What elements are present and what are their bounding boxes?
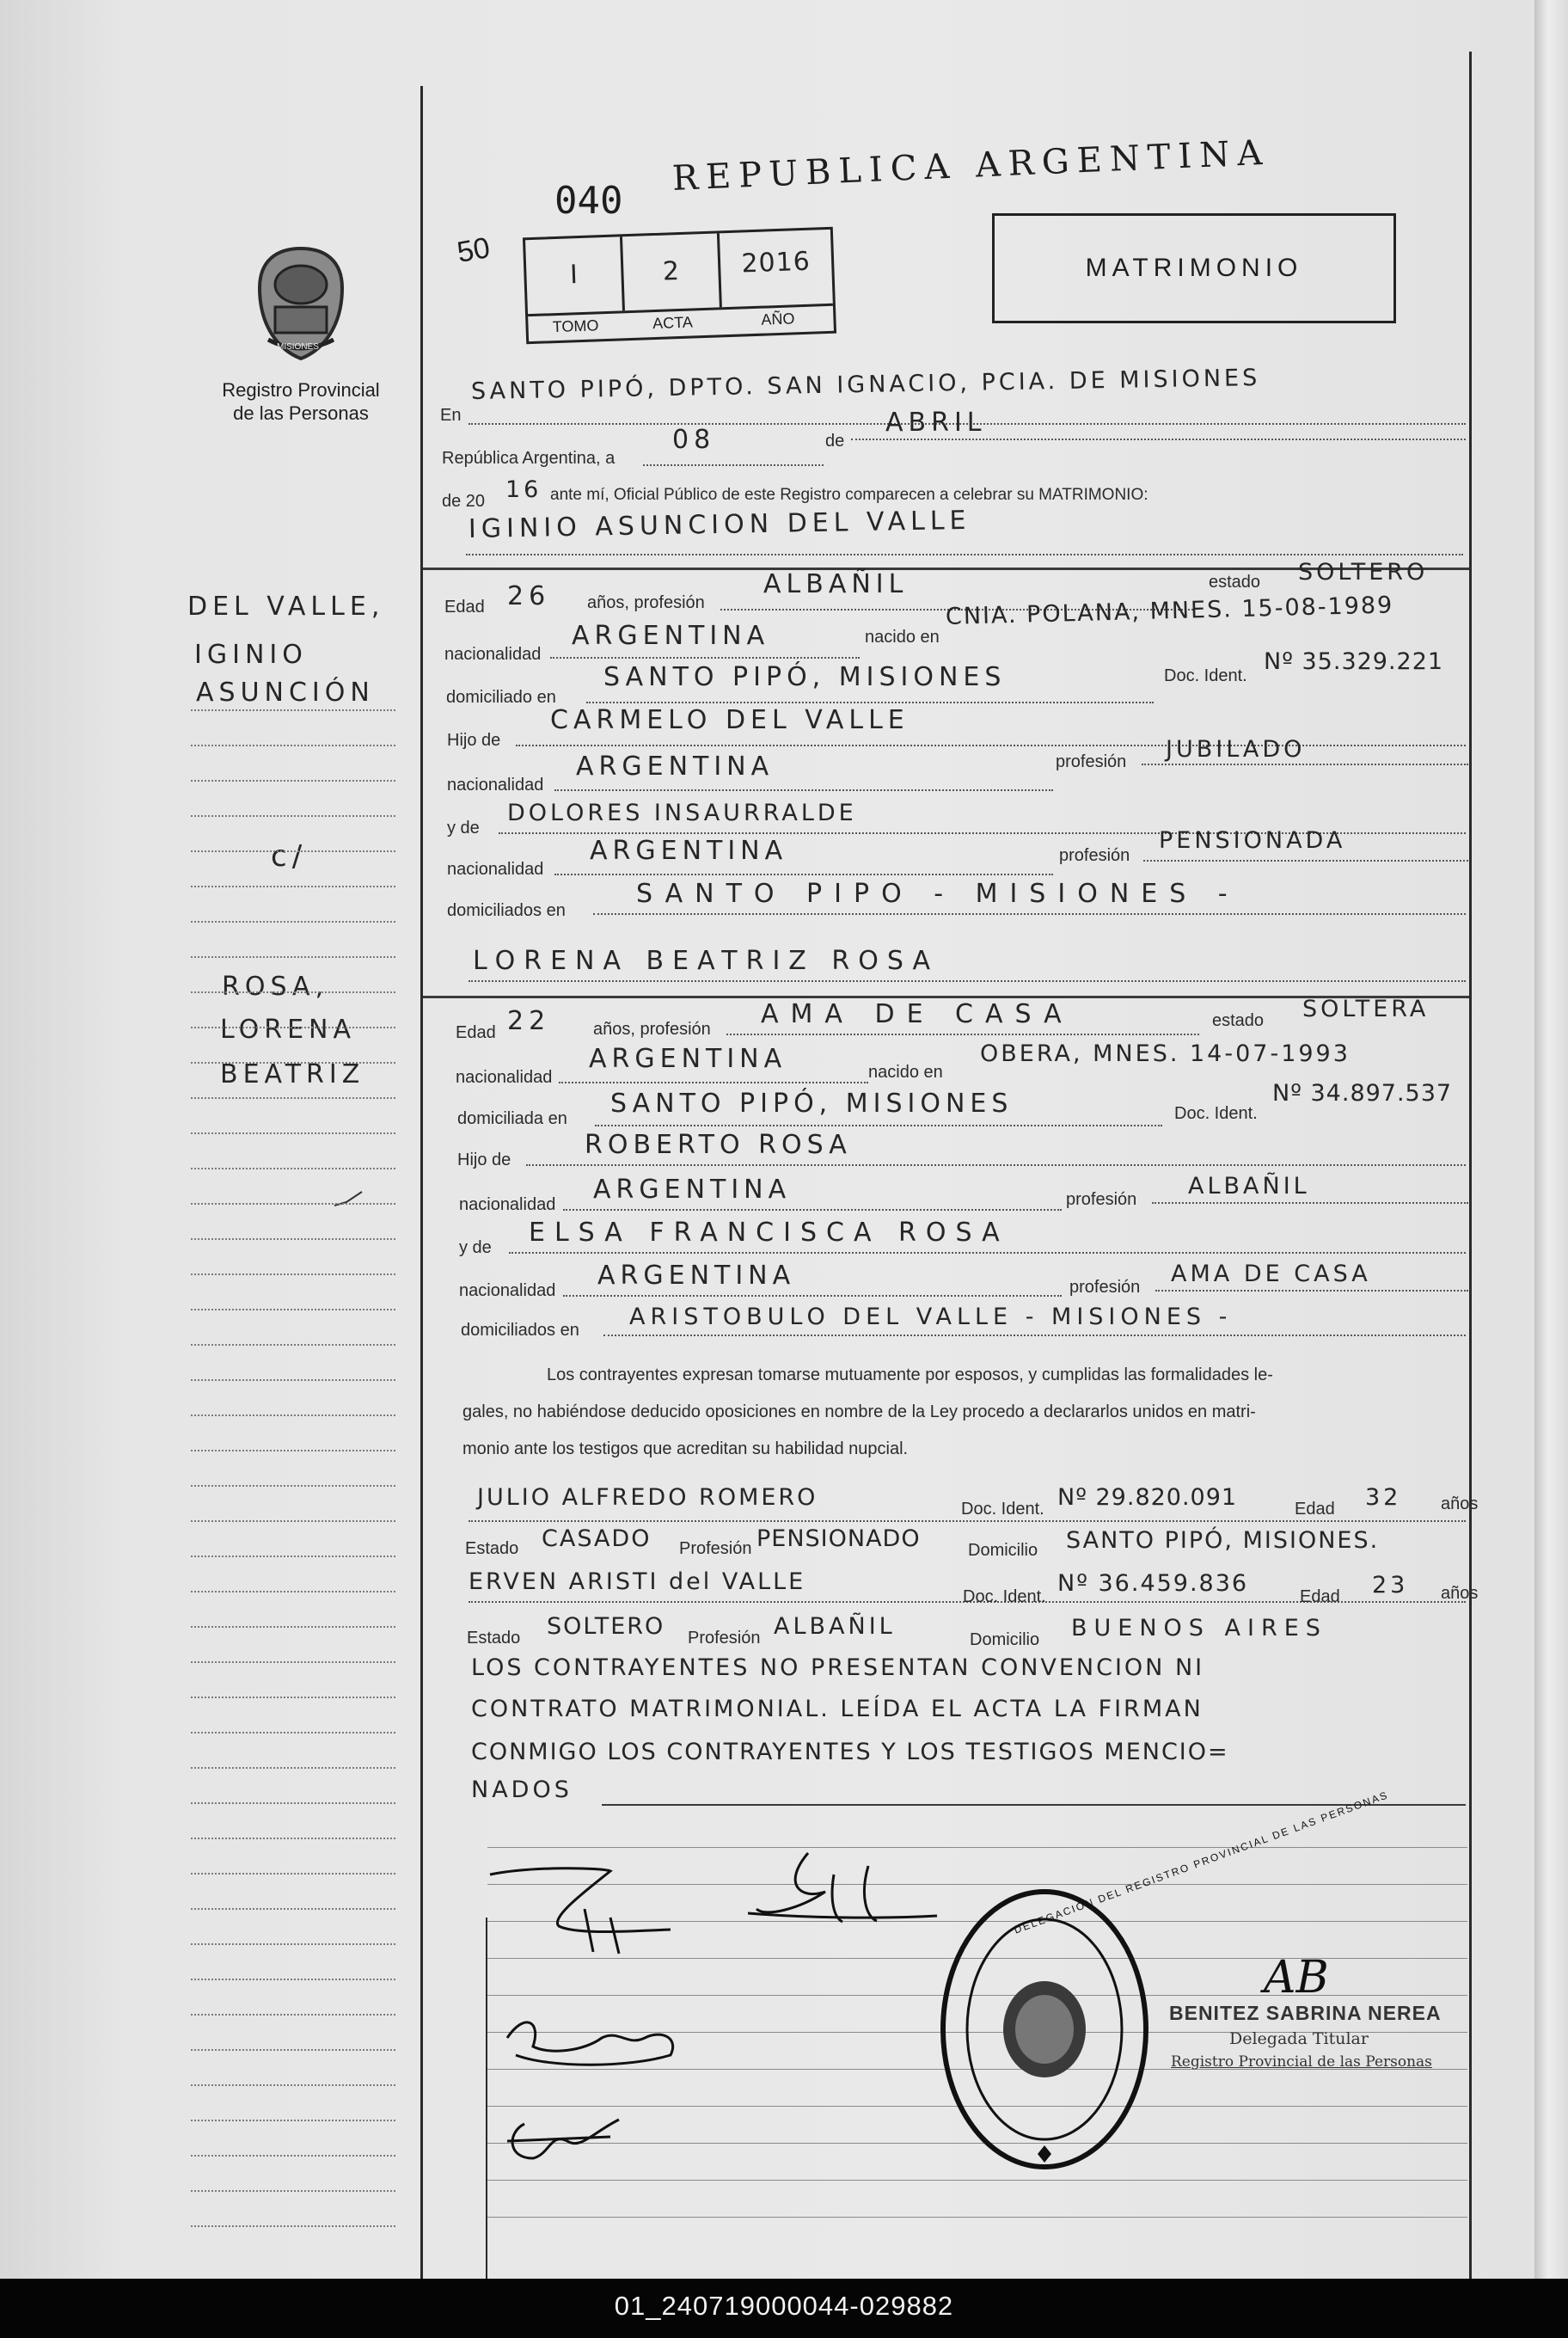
year-label: de 20 [442, 492, 486, 511]
bride-dom-line [595, 1125, 1162, 1126]
acta-label: ACTA [652, 313, 694, 333]
inner-bottom-line [486, 1918, 487, 2279]
bride-mother-prof-label: profesión [1069, 1278, 1141, 1297]
groom-nacido-label: nacido en [865, 628, 940, 647]
margin-bride-line-3: BEATRIZ [220, 1059, 365, 1089]
witness2-estado: SOLTERO [547, 1613, 665, 1640]
groom-parents-dom-label: domiciliados en [447, 901, 566, 920]
margin-line [191, 1626, 395, 1628]
witness1-name: JULIO ALFREDO ROMERO [477, 1484, 818, 1511]
margin-line [191, 1132, 395, 1134]
witness1-profesion: PENSIONADO [756, 1525, 921, 1552]
groom-profesion: ALBAÑIL [763, 569, 909, 599]
declaration-text [462, 1357, 1485, 1468]
intro-text: ante mí, Oficial Público de este Registro comparecen a celebrar su MATRIMONIO: [550, 486, 1148, 504]
de-label: de [825, 432, 845, 451]
bride-nac-label: nacionalidad [456, 1068, 553, 1087]
notes-end-line [602, 1804, 1466, 1806]
margin-line [191, 1238, 395, 1240]
registry-name [198, 378, 404, 425]
witness1-domicilio: SANTO PIPÓ, MISIONES. [1066, 1527, 1380, 1554]
margin-line [191, 1062, 395, 1064]
margin-line [191, 1591, 395, 1592]
witness2-doc: Nº 36.459.836 [1057, 1570, 1249, 1597]
record-number: 040 [554, 179, 623, 223]
groom-mother-prof-line [1143, 860, 1468, 862]
acta-value: 2 [662, 256, 680, 287]
margin-line [191, 2014, 395, 2016]
bride-mother-prof: AMA DE CASA [1171, 1261, 1371, 1287]
groom-father-nac-label: nacionalidad [447, 776, 544, 795]
margin-line [191, 2084, 395, 2086]
bride-mother-prof-line [1155, 1290, 1468, 1292]
margin-line [191, 1203, 395, 1205]
bride-father-nac: ARGENTINA [593, 1175, 792, 1205]
groom-anos-label: años, profesión [587, 593, 705, 612]
groom-mother-prof: PENSIONADA [1159, 827, 1346, 854]
record-id-box [523, 227, 836, 345]
marriage-month: ABRIL [885, 408, 987, 438]
bride-father-prof-line [1152, 1202, 1468, 1204]
margin-bride-line-2: LORENA [220, 1015, 357, 1045]
bride-father: ROBERTO ROSA [585, 1130, 852, 1160]
margin-line [191, 1661, 395, 1663]
emblem-text: MISIONES [277, 342, 319, 352]
bride-edad: 22 [507, 1006, 551, 1036]
groom-estado: SOLTERO [1298, 559, 1429, 586]
witness2-doc-label: Doc. Ident. [963, 1587, 1046, 1606]
witness1-edad-label: Edad [1295, 1500, 1335, 1519]
witness1-estado: CASADO [542, 1525, 652, 1552]
bride-parents-dom-line [603, 1335, 1466, 1336]
tomo-label: TOMO [552, 316, 599, 336]
bride-father-prof-label: profesión [1066, 1190, 1137, 1209]
bride-anos-label: años, profesión [593, 1020, 711, 1039]
witness2-dom-label: Domicilio [970, 1630, 1040, 1649]
witness2-edad-label: Edad [1300, 1587, 1340, 1606]
witness2-estado-label: Estado [467, 1629, 521, 1648]
margin-line [191, 1485, 395, 1487]
groom-mother-nac-label: nacionalidad [447, 860, 544, 879]
record-type-box [992, 213, 1396, 323]
margin-groom-line-3: ASUNCIÓN [196, 678, 375, 708]
bride-mother-label: y de [459, 1238, 492, 1257]
bride-mother-nac-line [563, 1295, 1062, 1297]
bride-mother-line [509, 1252, 1466, 1254]
groom-father-line [516, 745, 1466, 746]
groom-nac-line [550, 657, 860, 659]
margin-line [191, 780, 395, 782]
margin-line [191, 1732, 395, 1734]
groom-edad: 26 [507, 581, 551, 611]
bride-hijo-label: Hijo de [457, 1151, 511, 1169]
margin-line [191, 1556, 395, 1557]
bride-nac-line [559, 1082, 868, 1083]
bride-name-line [469, 980, 1466, 982]
marriage-year: 16 [505, 476, 542, 503]
anio-label: AÑO [761, 310, 795, 328]
bride-signature [748, 1849, 946, 1952]
bride-parents-dom-label: domiciliados en [461, 1321, 579, 1340]
registry-line-2: de las Personas [233, 402, 369, 424]
groom-nacido: CNIA. POLANA, MNES. 15-08-1989 [945, 592, 1394, 630]
declaration-line-3: monio ante los testigos que acreditan su habilidad nupcial. [462, 1439, 909, 1458]
margin-line [191, 2190, 395, 2192]
registry-line-1: Registro Provincial [222, 379, 380, 401]
month-line [851, 439, 1466, 440]
margin-line [191, 956, 395, 958]
bride-father-nac-label: nacionalidad [459, 1195, 556, 1214]
groom-father-nac-line [554, 789, 1053, 791]
margin-line [191, 1908, 395, 1910]
margin-line [191, 2225, 395, 2227]
margin-bride-line-1: ROSA, [222, 972, 329, 1002]
bride-estado-label: estado [1212, 1011, 1265, 1030]
scan-id: 01_240719000044-029882 [614, 2291, 954, 2321]
witness1-doc-label: Doc. Ident. [961, 1500, 1044, 1519]
groom-domicilio: SANTO PIPÓ, MISIONES [603, 662, 1007, 692]
margin-line [191, 1379, 395, 1381]
bride-profesion: AMA DE CASA [761, 999, 1074, 1029]
witness1-signature [499, 2004, 696, 2081]
witness2-profesion: ALBAÑIL [774, 1613, 896, 1640]
groom-name-line [466, 554, 1463, 555]
right-frame-line [1469, 52, 1472, 2279]
groom-dom-label: domiciliado en [446, 688, 556, 707]
bride-nacido: OBERA, MNES. 14-07-1993 [980, 1040, 1351, 1067]
marriage-place: SANTO PIPÓ, DPTO. SAN IGNACIO, PCIA. DE MISIONES [470, 364, 1261, 405]
margin-line [191, 886, 395, 887]
ruled-line [487, 2217, 1467, 2218]
witness2-edad: 23 [1372, 1572, 1409, 1599]
bride-mother-nac: ARGENTINA [597, 1261, 796, 1291]
witness1-prof-label: Profesión [679, 1539, 752, 1558]
official-seal-icon [937, 1887, 1152, 2171]
groom-dom-line [586, 702, 1154, 703]
bride-prof-line [726, 1034, 1199, 1035]
bride-father-prof: ALBAÑIL [1188, 1173, 1310, 1200]
margin-line [191, 1697, 395, 1698]
margin-line [191, 850, 395, 852]
groom-parents-dom-line [593, 913, 1466, 915]
margin-tick-icon [331, 1187, 365, 1212]
margin-line [191, 1520, 395, 1522]
margin-line [191, 1450, 395, 1451]
margin-line [191, 1979, 395, 1980]
bride-nacionalidad: ARGENTINA [589, 1044, 787, 1074]
page-edge [1534, 0, 1568, 2279]
groom-father: CARMELO DEL VALLE [550, 705, 910, 735]
seal-text: DELEGACIÓN DEL REGISTRO PROVINCIAL DE LAS PERSONAS [1012, 1789, 1391, 1936]
margin-line [191, 1097, 395, 1099]
margin-line [191, 1309, 395, 1310]
groom-hijo-label: Hijo de [447, 731, 501, 750]
margin-line [191, 2049, 395, 2051]
margin-line [191, 1873, 395, 1875]
marriage-day: 08 [672, 425, 716, 455]
tomo-cell [525, 236, 625, 314]
margin-line [191, 745, 395, 746]
bride-estado: SOLTERA [1302, 996, 1430, 1022]
note-line-3: CONMIGO LOS CONTRAYENTES Y LOS TESTIGOS MENCIO= [471, 1739, 1229, 1765]
witness1-doc: Nº 29.820.091 [1057, 1484, 1238, 1511]
groom-nac-label: nacionalidad [444, 645, 542, 664]
margin-line [191, 1802, 395, 1804]
anio-value: 2016 [740, 246, 812, 279]
witness2-name: ERVEN ARISTI del VALLE [469, 1568, 806, 1595]
republica-label: República Argentina, a [442, 449, 616, 468]
margin-line [191, 815, 395, 817]
margin-line [191, 2155, 395, 2157]
groom-mother-nac: ARGENTINA [590, 836, 788, 866]
groom-father-nac: ARGENTINA [576, 752, 775, 782]
bride-nacido-label: nacido en [868, 1063, 943, 1082]
groom-doc-label: Doc. Ident. [1164, 666, 1247, 685]
record-type: MATRIMONIO [1085, 254, 1303, 282]
ruled-line [487, 1847, 1467, 1848]
bride-father-line [526, 1164, 1466, 1166]
groom-parents-dom: SANTO PIPO - MISIONES - [636, 879, 1240, 909]
witness1-line [469, 1520, 1466, 1522]
margin-groom-line-2: IGINIO [194, 640, 308, 670]
groom-full-name: IGINIO ASUNCION DEL VALLE [468, 505, 971, 544]
anio-cell [720, 230, 833, 307]
groom-father-prof-label: profesión [1056, 752, 1127, 771]
groom-nacionalidad: ARGENTINA [572, 621, 770, 651]
ruled-line [487, 2180, 1467, 2181]
bride-domicilio: SANTO PIPÓ, MISIONES [610, 1089, 1014, 1119]
bride-parents-dom: ARISTOBULO DEL VALLE - MISIONES - [629, 1304, 1233, 1330]
bride-doc: Nº 34.897.537 [1272, 1080, 1453, 1107]
bride-edad-label: Edad [456, 1023, 496, 1042]
witness1-estado-label: Estado [465, 1539, 519, 1558]
margin-groom-line-1: DEL VALLE, [187, 592, 385, 622]
groom-father-prof: JUBILADO [1166, 736, 1306, 763]
country-title: REPUBLICA ARGENTINA [671, 132, 1271, 199]
margin-line [191, 921, 395, 923]
witness2-signature [499, 2107, 628, 2175]
margin-line [191, 1414, 395, 1416]
declaration-line-2: gales, no habiéndose deducido oposiciones en nombre de la Ley procedo a declararlos unidos en matri- [462, 1402, 1256, 1421]
margin-line [191, 1943, 395, 1945]
margin-line [191, 2120, 395, 2121]
groom-mother-nac-line [554, 874, 1053, 875]
officer-signature: AB [1264, 1952, 1329, 2004]
margin-line [191, 1168, 395, 1169]
officer-office: Registro Provincial de las Personas [1171, 2053, 1432, 2071]
bride-doc-label: Doc. Ident. [1174, 1104, 1258, 1123]
left-frame-line [420, 86, 423, 2279]
witness2-anos-label: años [1441, 1584, 1479, 1603]
witness2-domicilio: BUENOS AIRES [1071, 1615, 1327, 1642]
bride-dom-label: domiciliada en [457, 1109, 567, 1128]
margin-connector: c/ [271, 839, 308, 874]
bride-father-nac-line [563, 1209, 1062, 1211]
margin-line [191, 1273, 395, 1275]
margin-line [191, 991, 395, 993]
groom-mother-label: y de [447, 819, 480, 838]
groom-doc: Nº 35.329.221 [1264, 648, 1444, 675]
witness2-prof-label: Profesión [688, 1629, 761, 1648]
note-line-2: CONTRATO MATRIMONIAL. LEÍDA EL ACTA LA FIRMAN [471, 1696, 1204, 1722]
witness1-dom-label: Domicilio [968, 1541, 1038, 1560]
bride-mother: ELSA FRANCISCA ROSA [529, 1218, 1009, 1248]
margin-line [191, 709, 395, 711]
tomo-value: I [569, 260, 579, 291]
corner-mark: 50 [454, 231, 493, 270]
margin-line [191, 1838, 395, 1839]
bride-mother-nac-label: nacionalidad [459, 1281, 556, 1300]
margin-line [191, 1767, 395, 1769]
note-line-1: LOS CONTRAYENTES NO PRESENTAN CONVENCION NI [471, 1654, 1205, 1681]
day-line [643, 464, 824, 466]
note-line-4: NADOS [471, 1777, 573, 1803]
acta-cell [622, 233, 722, 310]
groom-father-prof-line [1142, 764, 1468, 765]
witness1-anos-label: años [1441, 1494, 1479, 1513]
bride-full-name: LORENA BEATRIZ ROSA [473, 946, 939, 976]
witness1-edad: 32 [1365, 1484, 1402, 1511]
en-label: En [440, 406, 462, 425]
margin-line [191, 1027, 395, 1028]
groom-mother-prof-label: profesión [1059, 846, 1130, 865]
declaration-line-1: Los contrayentes expresan tomarse mutuamente por esposos, y cumplidas las formalidades le- [547, 1365, 1273, 1384]
groom-edad-label: Edad [444, 598, 485, 617]
groom-signature [481, 1857, 705, 1961]
groom-mother: DOLORES INSAURRALDE [507, 800, 857, 826]
officer-title: Delegada Titular [1229, 2029, 1369, 2048]
officer-name: BENITEZ SABRINA NEREA [1169, 2002, 1442, 2024]
margin-line [191, 1344, 395, 1346]
groom-estado-label: estado [1209, 573, 1261, 592]
